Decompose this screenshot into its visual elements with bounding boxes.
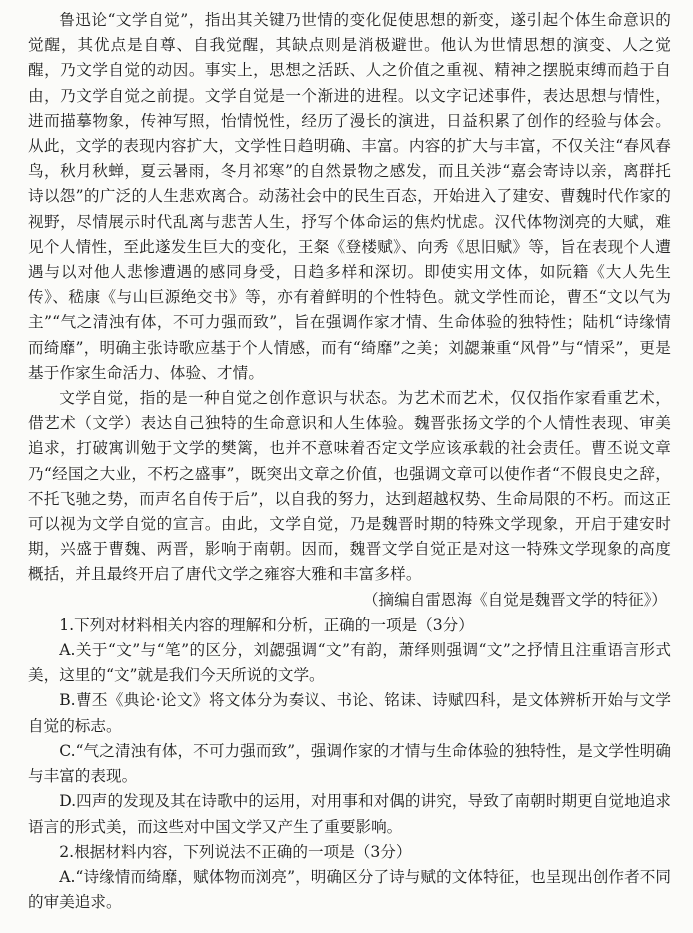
option-a: A.关于“文”与“笔”的区分，刘勰强调“文”有韵，萧绎则强调“文”之抒情且注重语言形式美，这里的“文”就是我们今天所说的文学。 bbox=[28, 641, 671, 685]
question-stem: 1.下列对材料相关内容的理解和分析，正确的一项是（3分） bbox=[59, 615, 474, 634]
passage-source: （摘编自雷恩海《自觉是魏晋文学的特征》） bbox=[362, 590, 667, 609]
passage-paragraph-2: 文学自觉，指的是一种自觉之创作意识与状态。为艺术而艺术，仅仅指作家看重艺术，借艺术（文学）表达自己独特的生命意识和人生体验。魏晋张扬文学的个人情性表现、审美追求，打破寓训勉于文学的樊篱，也并不意味着否定文学应该承载的社会责任。曹丕说文章乃“经国之大业，不朽之盛事”，既突出文章之价值，也强调文章可以使作者“不假良史之辞，不托飞驰之势，而声名自传于后”，以自我的努力，达到超越权势、生命局限的不朽。而这正可以视为文学自觉的宣言。由此，文学自觉，乃是魏晋时期的特殊文学现象，开启于建安时期，兴盛于曹魏、两晋，影响于南朝。因而，魏晋文学自觉正是对这一特殊文学现象的高度概括，并且最终开启了唐代文学之雍容大雅和丰富多样。 bbox=[28, 389, 671, 584]
option-b: B.曹丕《典论·论文》将文体分为奏议、书论、铭诔、诗赋四科，是文体辨析开始与文学自觉的标志。 bbox=[28, 691, 671, 735]
option-c: C.“气之清浊有体，不可力强而致”，强调作家的才情与生命体验的独特性，是文学性明确与丰富的表现。 bbox=[28, 741, 671, 786]
passage-paragraph-1: 鲁迅论“文学自觉”，指出其关键乃世情的变化促使思想的新变，遂引起个体生命意识的觉醒，其优点是自尊、自我觉醒，其缺点则是消极避世。他认为世情思想的演变、人之觉醒，乃文学自觉的动因。事实上，思想之活跃、人之价值之重视、精神之摆脱束缚而趋于自由，乃文学自觉之前提。文学自觉是一个渐进的进程。以文字记述事件，表达思想与情性，进而描摹物象，传神写照，怡情悦性，经历了漫长的演进，日益积累了创作的经验与体会。从此，文学的表现内容扩大，文学性日趋明确、丰富。内容的扩大与丰富，不仅关注“春风春鸟，秋月秋蝉，夏云暑雨，冬月祁寒”的自然景物之感发，而且关涉“嘉会寄诗以亲，离群托诗以怨”的广泛的人生悲欢离合。动荡社会中的民生百态，开始进入了建安、曹魏时代作家的视野，尽情展示时代乱离与悲苦人生，抒写个体命运的焦灼忧虑。汉代体物浏亮的大赋，难见个人情性，至此遂发生巨大的变化，王粲《登楼赋》、向秀《思旧赋》等，旨在表现个人遭遇与以对他人悲惨遭遇的感同身受，日趋多样和深切。即使实用文体，如阮籍《大人先生传》、嵇康《与山巨源绝交书》等，亦有着鲜明的个性特色。就文学性而论，曹丕“文以气为主”“气之清浊有体，不可力强而致”，旨在强调作家才情、生命体验的独特性；陆机“诗缘情而绮靡”，明确主张诗歌应基于个人情感，而有“绮靡”之美；刘勰兼重“风骨”与“情采”，更是基于作家生命活力、体验、才情。 bbox=[28, 11, 671, 382]
reading-passage bbox=[28, 8, 671, 613]
question-1 bbox=[28, 613, 671, 840]
question-stem: 2.根据材料内容，下列说法不正确的一项是（3分） bbox=[59, 842, 412, 861]
option-d: D.四声的发现及其在诗歌中的运用，对用事和对偶的讲究，导致了南朝时期更自觉地追求语言的形式美，而这些对中国文学又产生了重要影响。 bbox=[28, 792, 671, 836]
option-a: A.“诗缘情而绮靡，赋体物而浏亮”，明确区分了诗与赋的文体特征，也呈现出创作者不同的审美追求。 bbox=[28, 867, 671, 912]
question-2 bbox=[28, 840, 671, 916]
